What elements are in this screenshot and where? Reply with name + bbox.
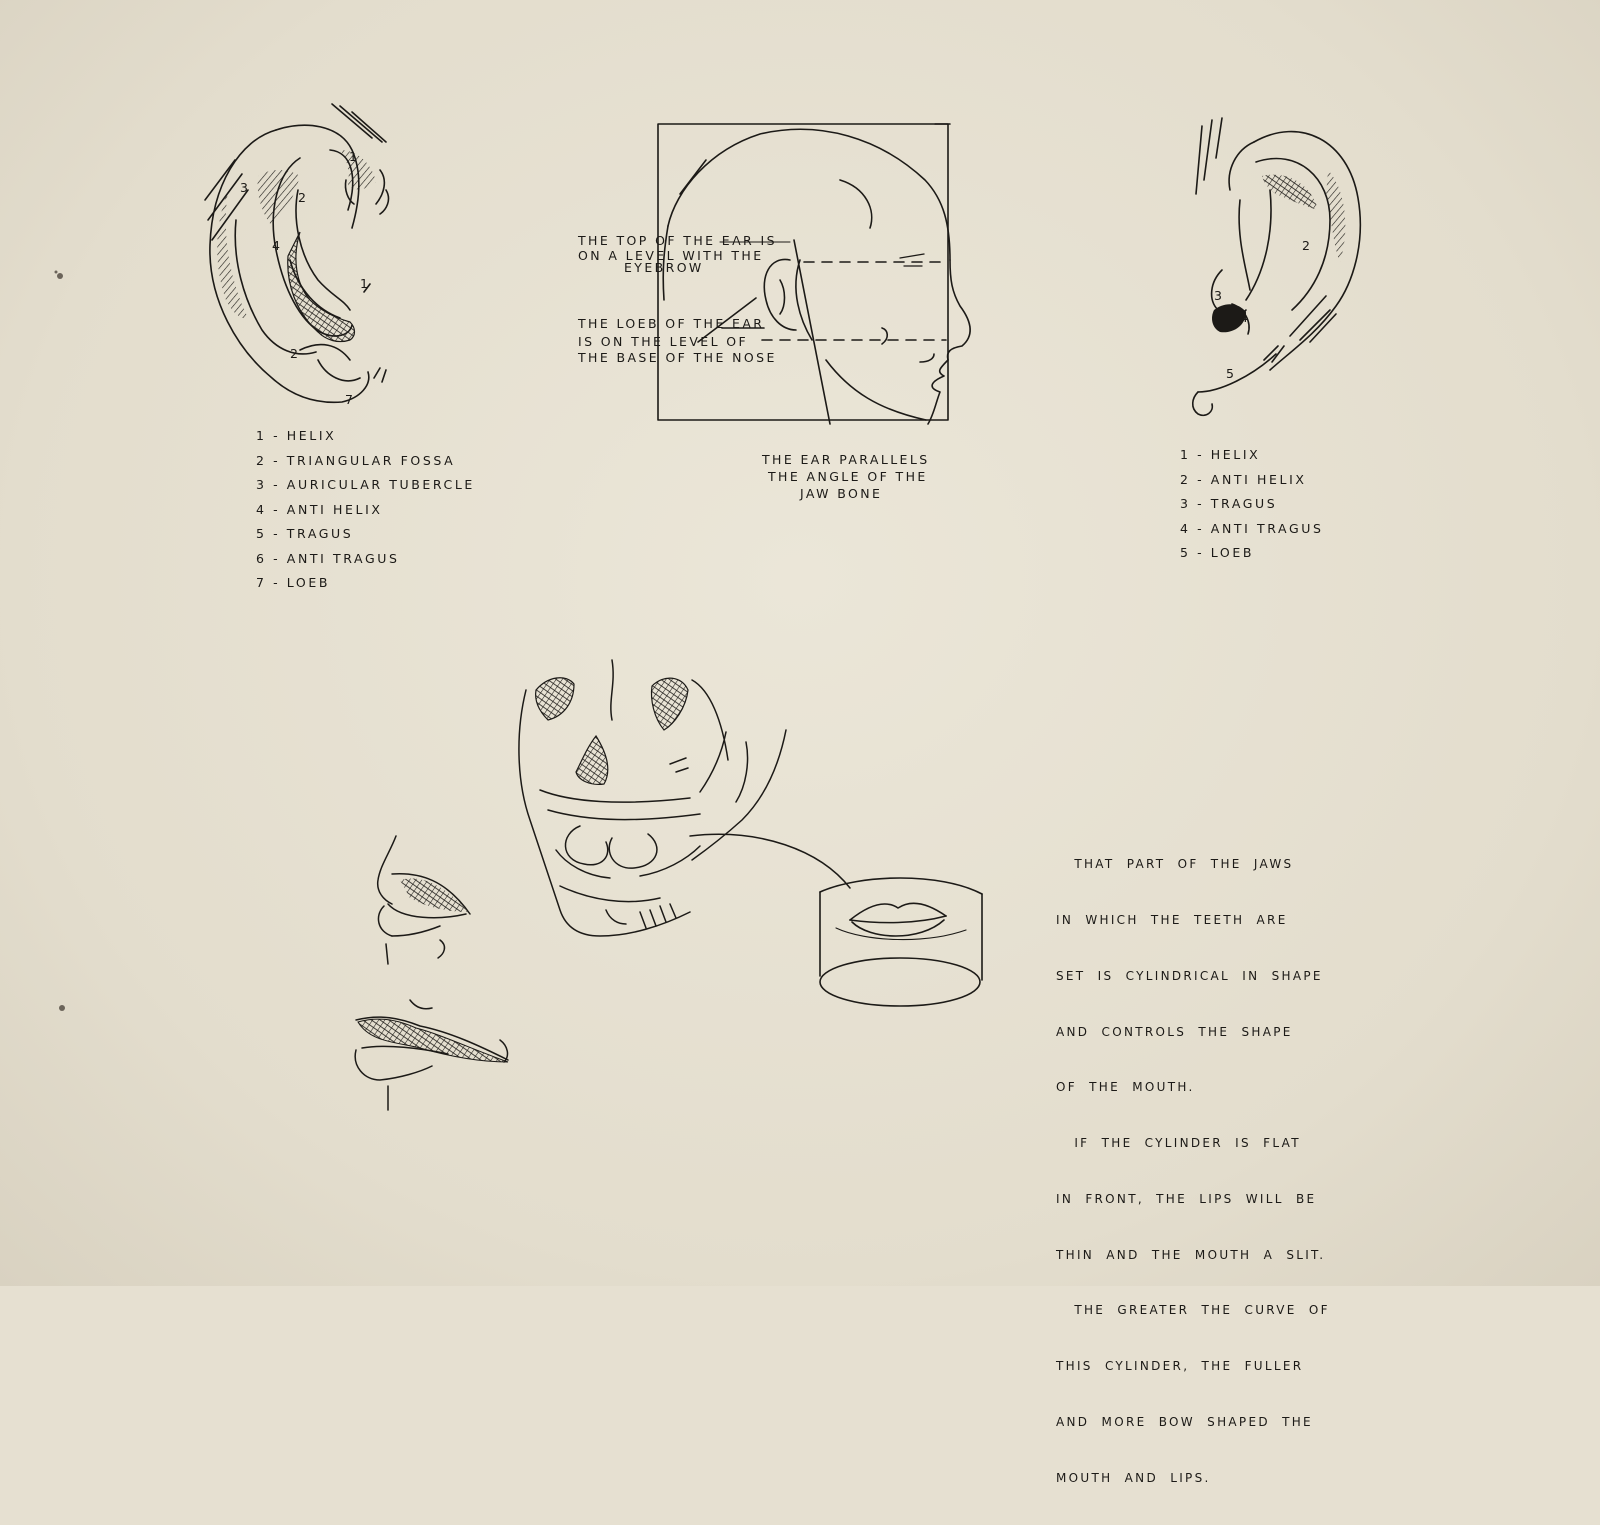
skull-left-orbit [536,678,574,720]
legend-item: 5 - LOEB [1180,545,1255,560]
note-line: IN WHICH THE TEETH ARE [1056,912,1288,927]
legend-item: 6 - ANTI TRAGUS [256,550,400,566]
label-top-of-ear-line-2: ON A LEVEL WITH THE [578,248,764,263]
label-top-of-ear-line-3: EYEBROW [624,260,704,275]
caption-ear-parallels-line-2: THE ANGLE OF THE [768,469,928,484]
note-line: MOUTH AND LIPS. [1056,1470,1211,1485]
legend-item: 7 - LOEB [256,575,331,590]
note-line: THE GREATER THE CURVE OF [1056,1303,1330,1318]
label-lobe-line-2: IS ON THE LEVEL OF [578,334,749,349]
right-ear-number-2: 2 [1302,238,1313,253]
label-lobe-line-1: THE LOEB OF THE EAR [578,316,765,331]
right-ear-number-5: 5 [1226,366,1237,381]
left-ear-concha-shading [288,232,355,342]
legend-item: 5 - TRAGUS [256,526,354,541]
head-profile-drawing [658,124,970,424]
left-ear-fossa-shading [258,170,300,226]
note-line: THIN AND THE MOUTH A SLIT. [1056,1247,1326,1262]
left-ear-number-4: 4 [272,238,283,253]
left-ear-legend [256,424,475,596]
legend-item: 2 - TRIANGULAR FOSSA [256,452,456,468]
note-line: AND MORE BOW SHAPED THE [1056,1415,1313,1429]
lips-profile-upper-shading [400,878,468,912]
legend-item: 2 - ANTI HELIX [1180,471,1307,487]
paper-specks [55,271,66,1012]
skull-nasal-cavity [576,736,608,784]
left-ear-number-2-top: 2 [298,190,309,205]
right-ear-number-3: 3 [1214,288,1225,303]
right-ear-helix-shading [1326,170,1345,262]
lips-profile-lower-shading [358,1019,508,1062]
left-ear-number-3: 3 [240,180,251,195]
skull-right-orbit [652,678,689,730]
note-line: OF THE MOUTH. [1056,1080,1195,1095]
note-line: IN FRONT, THE LIPS WILL BE [1056,1191,1317,1206]
legend-item: 1 - HELIX [256,428,337,443]
legend-item: 3 - TRAGUS [1180,496,1278,511]
note-line: SET IS CYLINDRICAL IN SHAPE [1056,968,1323,983]
mouth-cylinder-note [1056,818,1330,1525]
note-line: AND CONTROLS THE SHAPE [1056,1024,1293,1039]
left-ear-number-1-top: 1 [349,149,360,164]
note-line: THIS CYLINDER, THE FULLER [1056,1359,1304,1374]
right-ear-legend [1180,443,1324,566]
legend-item: 4 - ANTI HELIX [256,501,383,517]
caption-ear-parallels-line-3: JAW BONE [800,486,883,501]
left-ear-number-2-low: 2 [290,346,301,361]
legend-item: 3 - AURICULAR TUBERCLE [256,477,475,492]
right-ear-number-4: 4 [1240,310,1251,325]
right-ear-drawing [1193,118,1361,415]
caption-ear-parallels-line-1: THE EAR PARALLELS [762,452,930,467]
left-ear-helix-shading [217,190,248,318]
legend-item: 4 - ANTI TRAGUS [1180,520,1324,536]
mouth-cylinder-drawing [820,878,982,1006]
label-top-of-ear-line-1: THE TOP OF THE EAR IS [578,233,777,248]
note-line: THAT PART OF THE JAWS [1056,857,1294,872]
legend-item: 1 - HELIX [1180,447,1261,462]
left-ear-number-1-mid: 1 [360,276,371,291]
left-ear-number-7: 7 [345,392,356,407]
note-line: IF THE CYLINDER IS FLAT [1056,1136,1301,1151]
label-lobe-line-3: THE BASE OF THE NOSE [578,350,777,365]
